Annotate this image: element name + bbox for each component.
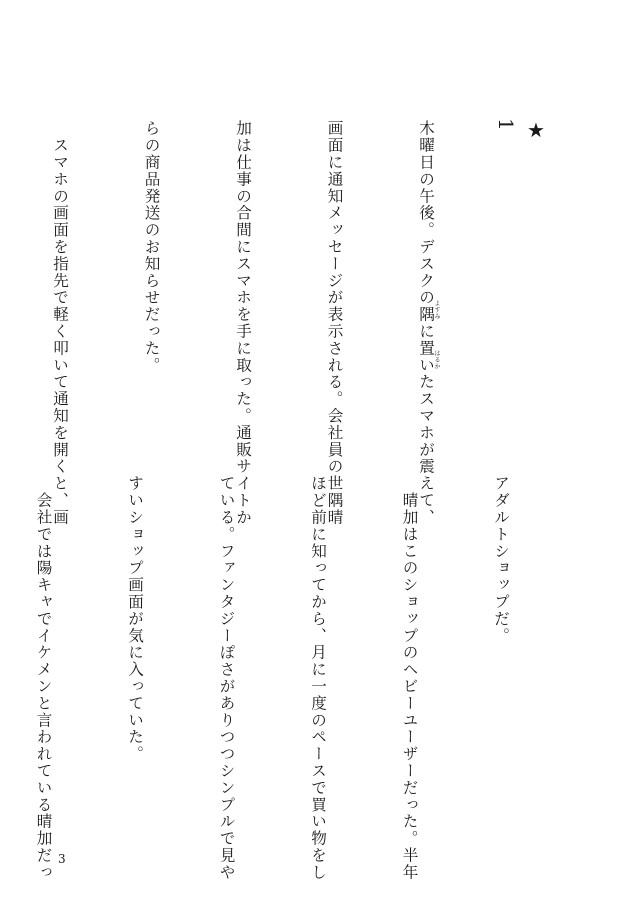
text-line: 晴加はこのショップのヘビーユーザーだった。半年	[400, 475, 419, 881]
furigana-yosumi: よすみ	[433, 300, 440, 320]
text-line: ている。ファンタジーぽさがありつつシンプルで見や	[217, 475, 236, 881]
text-line: ほど前に知ってから、月に一度のペースで買い物をし	[309, 475, 327, 881]
lower-text-block	[0, 475, 577, 881]
text-line: 加は仕事の合間にスマホを手に取った。通販サイトか	[234, 120, 252, 526]
furigana-haruka: はるか	[433, 350, 440, 370]
text-line: スマホの画面を指先で軽く叩いて通知を開くと、画	[51, 120, 69, 526]
page-number: 3	[58, 852, 66, 866]
star-icon: ★	[524, 118, 548, 142]
text-line: すいショップ画面が気に入っていた。	[126, 475, 144, 763]
upper-text-block	[0, 120, 502, 526]
chapter-heading	[494, 118, 551, 142]
text-line: 会社では陽キャでイケメンと言われている晴加だっ	[34, 475, 53, 881]
text-line: 木曜日の午後。デスクの隅に置いたスマホが震えて、	[417, 120, 435, 526]
text-line: らの商品発送のお知らせだった。	[142, 120, 161, 374]
text-line: アダルトショップだ。	[492, 475, 510, 644]
text-line: 画面に通知メッセージが表示される。会社員の世隅晴	[325, 120, 344, 526]
chapter-number: 1	[494, 118, 518, 131]
